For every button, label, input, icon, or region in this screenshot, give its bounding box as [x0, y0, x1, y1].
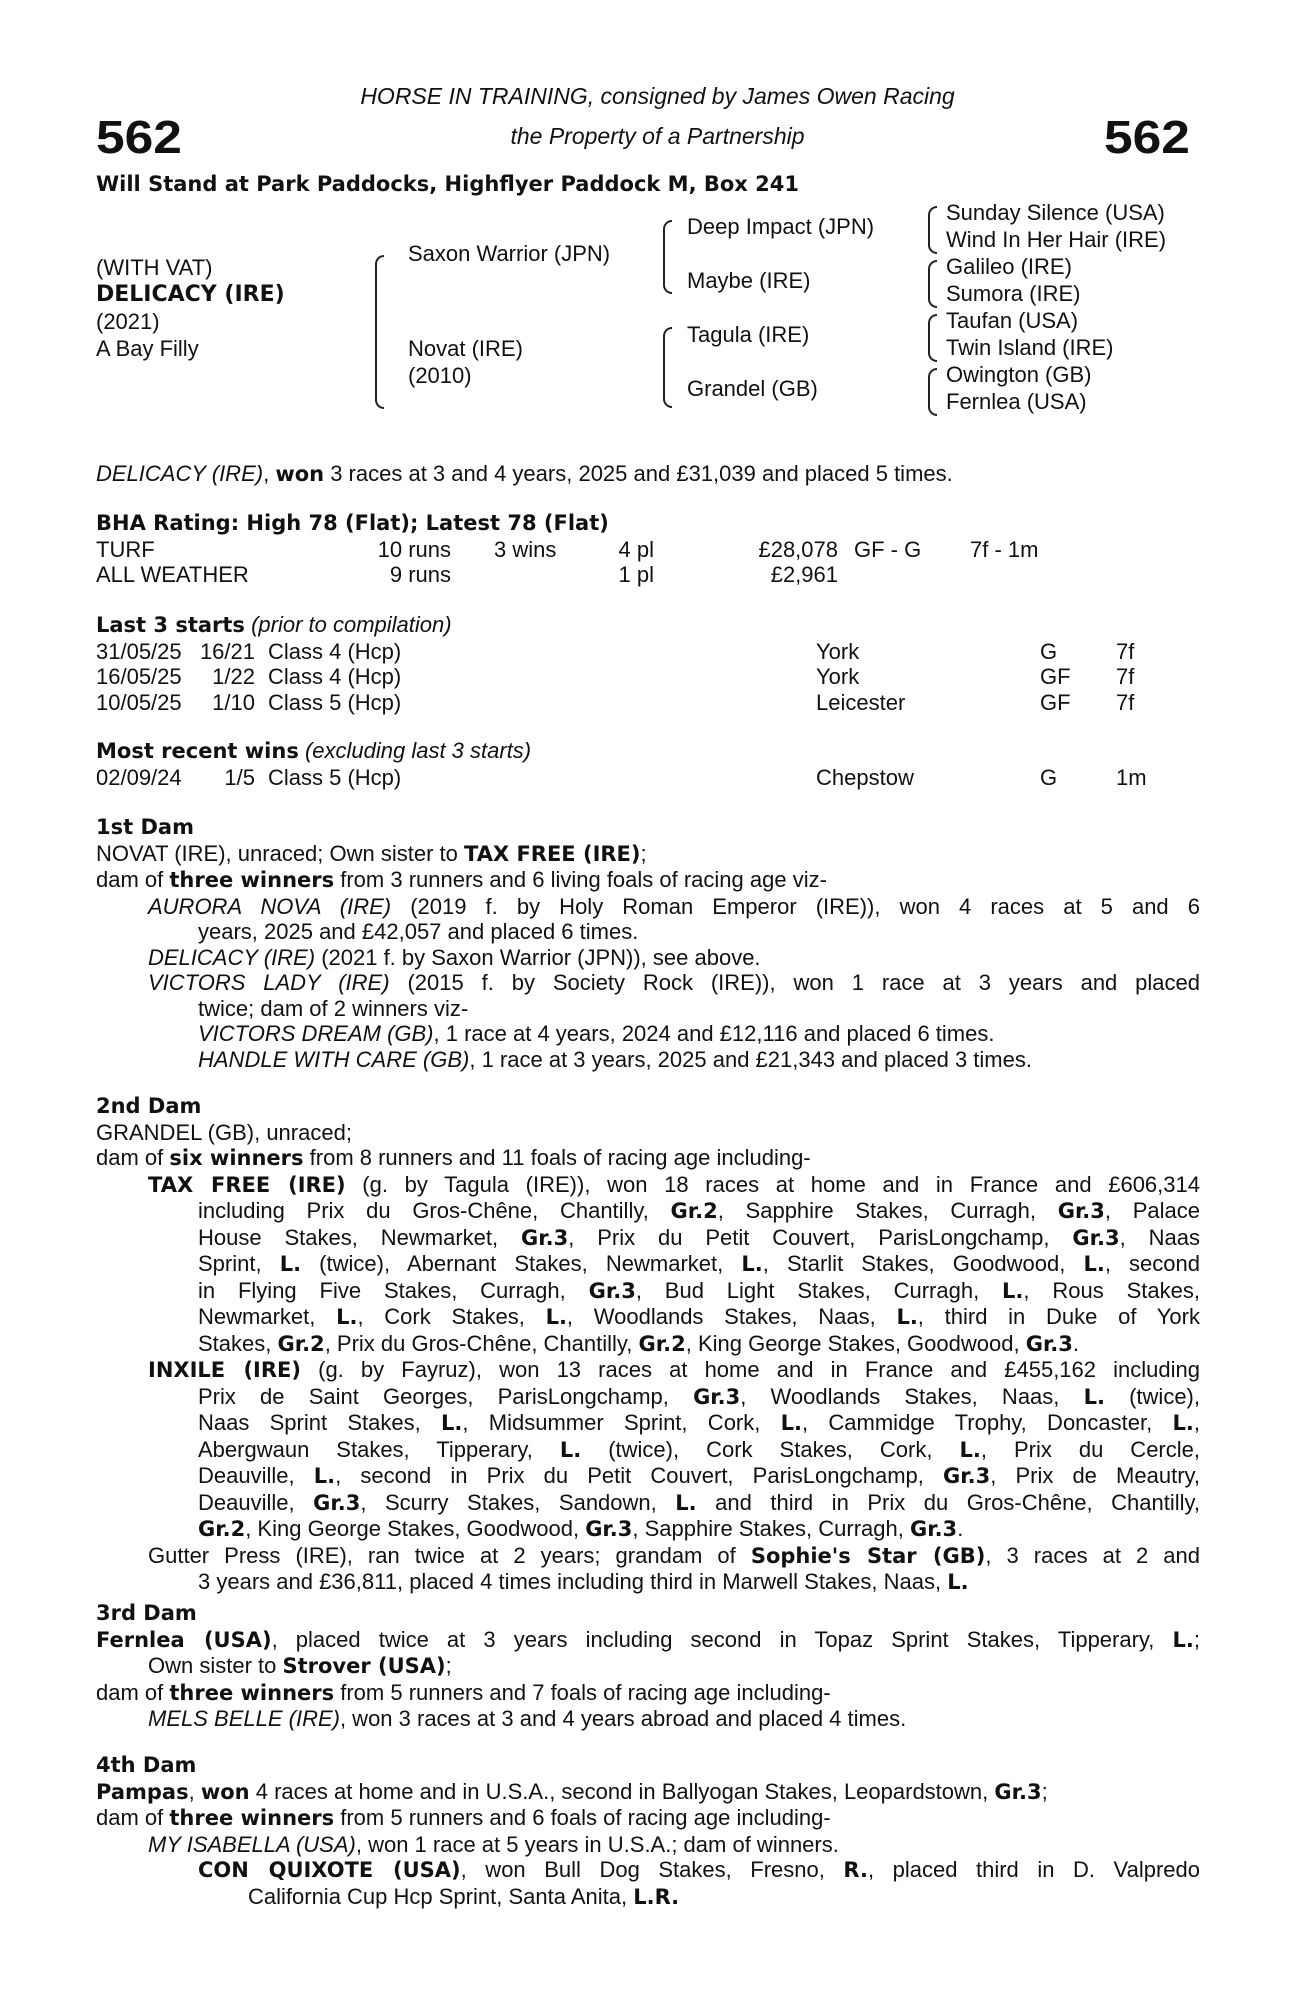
race-grade: L.R. — [633, 1884, 680, 1909]
gen3-ancestor: Taufan (USA) — [946, 308, 1079, 333]
second-dam-section — [96, 1094, 1200, 1596]
progeny-text: Stakes, — [198, 1330, 278, 1356]
placed: 1 pl — [618, 562, 654, 587]
last-starts-note: (prior to compilation) — [251, 612, 452, 637]
prize: £2,961 — [770, 562, 838, 587]
progeny-line — [96, 1357, 1200, 1384]
surface: TURF — [96, 536, 155, 562]
winners-count: three winners — [169, 1806, 335, 1830]
progeny-text: California Cup Hcp Sprint, Santa Anita, — [248, 1883, 634, 1909]
race-grade: L. — [780, 1411, 803, 1435]
text: dam of — [96, 867, 170, 892]
sire-dam: Maybe (IRE) — [687, 268, 811, 293]
progeny-name: VICTORS DREAM (GB) — [198, 1021, 434, 1046]
horse-name-bold: TAX FREE (IRE) — [148, 1172, 346, 1197]
horse-name-bold: Pampas — [96, 1779, 189, 1804]
progeny-text: in Flying Five Stakes, Curragh, — [198, 1277, 589, 1303]
start-distance: 7f — [1116, 689, 1135, 715]
progeny-text: (g. by Fayruz), won 13 races at home and in France and £455,162 including — [300, 1357, 1200, 1382]
distance: 7f - 1m — [970, 536, 1039, 562]
progeny-text: Prix de Saint Georges, ParisLongchamp, — [198, 1383, 694, 1409]
lot-number-right: 562 — [1104, 111, 1190, 163]
progeny-text: , won 1 race at 5 years in U.S.A.; dam of winners. — [355, 1831, 839, 1857]
text: , placed twice at 3 years including second in Topaz Sprint Stakes, Tipperary, — [271, 1626, 1173, 1652]
last-starts-section — [96, 612, 1200, 715]
race-grade: L. — [675, 1490, 697, 1515]
rating-row-turf — [96, 537, 1200, 563]
start-class: Class 5 (Hcp) — [268, 689, 402, 715]
progeny-text: , Naas — [1119, 1224, 1200, 1250]
progeny-text: , Woodlands Stakes, Naas, — [566, 1304, 897, 1329]
progeny-text: , Bud Light Stakes, Curragh, — [635, 1277, 1003, 1303]
horse-name-bold: Sophie's Star (GB) — [750, 1543, 986, 1568]
race-grade: Gr.3 — [1025, 1331, 1073, 1356]
horse-name-bold: Strover (USA) — [282, 1654, 446, 1678]
progeny-text: . — [957, 1516, 964, 1541]
start-class: Class 4 (Hcp) — [268, 638, 402, 664]
pedigree-brace — [928, 314, 937, 362]
dam-dam: Grandel (GB) — [687, 376, 818, 401]
dam: Novat (IRE) — [408, 336, 523, 361]
text: from 8 runners and 11 foals of racing age including- — [303, 1145, 811, 1170]
progeny-text: , Starlit Stakes, Goodwood, — [762, 1251, 1084, 1276]
start-class: Class 4 (Hcp) — [268, 664, 402, 689]
start-row — [96, 664, 1200, 690]
text: from 5 runners and 6 foals of racing age including- — [334, 1805, 831, 1830]
progeny-text: (twice), — [1104, 1383, 1200, 1409]
progeny-tax-free — [96, 1172, 1200, 1358]
race-grade: Gr.3 — [909, 1517, 958, 1541]
recent-wins-note: (excluding last 3 starts) — [304, 738, 532, 763]
race-grade: L. — [559, 1437, 582, 1462]
start-position: 1/10 — [212, 689, 255, 715]
progeny-line — [96, 1490, 1200, 1517]
progeny-text: , second in Prix du Petit Couvert, ParisLongchamp, — [335, 1463, 943, 1488]
progeny-text: including Prix du Gros-Chêne, Chantilly, — [198, 1198, 671, 1223]
progeny-text: , Cork Stakes, — [357, 1304, 546, 1329]
dam-sire: Tagula (IRE) — [687, 322, 810, 347]
gen3-ancestor: Sunday Silence (USA) — [946, 200, 1165, 225]
consignment-line: HORSE IN TRAINING, consigned by James Owen Racing — [360, 83, 955, 109]
rating-title: BHA Rating: High 78 (Flat); Latest 78 (Flat) — [96, 511, 609, 535]
placed: 4 pl — [618, 536, 654, 562]
stabling-location: Will Stand at Park Paddocks, Highflyer Paddock M, Box 241 — [96, 172, 799, 196]
progeny-text: (2021 f. by Saxon Warrior (JPN)), see above. — [315, 944, 761, 970]
progeny-line — [96, 1331, 1200, 1358]
section-heading: 3rd Dam — [96, 1601, 197, 1625]
gen3-ancestor: Owington (GB) — [946, 362, 1092, 387]
race-grade: L. — [741, 1252, 763, 1276]
race-grade: L. — [441, 1411, 463, 1435]
progeny-text: . — [1072, 1330, 1080, 1356]
pedigree-brace — [375, 255, 384, 409]
text: ; — [1193, 1626, 1200, 1652]
text: , — [188, 1778, 201, 1804]
progeny-text: (g. by Tagula (IRE)), won 18 races at home and in France and £606,314 — [345, 1171, 1200, 1197]
lot-number-left: 562 — [96, 111, 182, 163]
progeny-line — [96, 1437, 1200, 1464]
start-position: 16/21 — [199, 638, 255, 664]
prize: £28,078 — [758, 536, 838, 562]
start-course: York — [816, 664, 860, 689]
winners-count: three winners — [169, 868, 335, 892]
winners-count: three winners — [169, 1680, 335, 1705]
pedigree-brace — [928, 260, 937, 308]
progeny-text: , placed third in D. Valpredo — [867, 1857, 1200, 1882]
pedigree-brace — [663, 327, 672, 408]
race-grade: Gr.2 — [638, 1331, 686, 1356]
winners-count: six winners — [169, 1146, 304, 1170]
start-row — [96, 639, 1200, 665]
progeny-text: Deauville, — [198, 1463, 314, 1488]
progeny-line — [96, 1251, 1200, 1278]
progeny-text: , 3 races at 2 and — [985, 1542, 1200, 1568]
summary-won: won — [275, 462, 325, 486]
race-grade: Gr.2 — [670, 1199, 718, 1223]
progeny-text: , third in Duke of York — [917, 1304, 1200, 1329]
win-class: Class 5 (Hcp) — [268, 764, 402, 790]
win-position: 1/5 — [224, 764, 255, 790]
race-grade: L. — [896, 1305, 918, 1329]
rating-row-all-weather — [96, 562, 1200, 588]
progeny-text: (twice), Cork Stakes, Cork, — [581, 1436, 960, 1462]
progeny-text: , Midsummer Sprint, Cork, — [462, 1410, 781, 1435]
text: ; — [445, 1653, 452, 1678]
text: dam of — [96, 1679, 170, 1705]
progeny-text: , King George Stakes, Goodwood, — [685, 1330, 1026, 1356]
race-grade: L. — [1083, 1252, 1105, 1276]
progeny-text: Newmarket, — [198, 1304, 337, 1329]
progeny-text: Deauville, — [198, 1489, 314, 1515]
sire: Saxon Warrior (JPN) — [408, 241, 611, 266]
progeny-line — [96, 1198, 1200, 1225]
race-grade: L. — [279, 1252, 302, 1276]
section-heading: 2nd Dam — [96, 1094, 202, 1118]
race-grade: Gr.3 — [313, 1490, 361, 1515]
progeny-text: Sprint, — [198, 1251, 280, 1276]
race-grade: Gr.3 — [588, 1278, 636, 1303]
progeny-line — [96, 1172, 1200, 1199]
race-grade: L. — [336, 1305, 358, 1329]
going: GF - G — [854, 536, 922, 562]
gen3-ancestor: Twin Island (IRE) — [946, 335, 1114, 360]
race-grade: Gr.2 — [277, 1331, 325, 1356]
start-position: 1/22 — [212, 664, 255, 689]
horse-name-bold: CON QUIXOTE (USA) — [198, 1858, 461, 1882]
summary-text: 3 races at 3 and 4 years, 2025 and £31,039 and placed 5 times. — [324, 461, 953, 486]
section-heading: 1st Dam — [96, 815, 194, 839]
text: 4 races at home and in U.S.A., second in Ballyogan Stakes, Leopardstown, — [249, 1778, 995, 1804]
horse-name-bold: TAX FREE (IRE) — [464, 841, 641, 866]
progeny-text: Abergwaun Stakes, Tipperary, — [198, 1436, 560, 1462]
wins: 3 wins — [494, 536, 557, 562]
start-course: York — [816, 638, 860, 664]
text: GRANDEL (GB), unraced; — [96, 1119, 352, 1145]
property-line: the Property of a Partnership — [510, 123, 805, 149]
start-date: 31/05/25 — [96, 638, 182, 664]
race-grade: L. — [1172, 1627, 1194, 1652]
progeny-text: , second — [1104, 1251, 1200, 1276]
progeny-line — [96, 1516, 1200, 1543]
progeny-line — [96, 1225, 1200, 1252]
won-label: won — [200, 1779, 250, 1804]
third-dam-section — [96, 1601, 1200, 1732]
progeny-line — [96, 1410, 1200, 1437]
progeny-text: , 1 race at 4 years, 2024 and £12,116 and placed 6 times. — [433, 1021, 995, 1046]
win-course: Chepstow — [816, 764, 914, 790]
progeny-name: HANDLE WITH CARE (GB) — [198, 1046, 470, 1072]
start-going: GF — [1040, 689, 1071, 715]
gen3-ancestor: Sumora (IRE) — [946, 281, 1081, 306]
race-grade: Gr.3 — [585, 1517, 633, 1541]
start-date: 16/05/25 — [96, 664, 182, 689]
progeny-inxile — [96, 1357, 1200, 1543]
race-grade: Gr.3 — [994, 1779, 1042, 1804]
race-grade: Gr.3 — [521, 1225, 569, 1250]
progeny-text: , Palace — [1104, 1198, 1200, 1223]
progeny-text: , Sapphire Stakes, Curragh, — [717, 1198, 1058, 1223]
race-grade: L. — [947, 1570, 969, 1594]
progeny-text: and third in Prix du Gros-Chêne, Chantilly, — [696, 1489, 1201, 1515]
race-grade: L. — [1002, 1278, 1024, 1303]
progeny-text: twice; dam of 2 winners viz- — [198, 995, 469, 1021]
win-date: 02/09/24 — [96, 764, 182, 790]
progeny-text: 3 years and £36,811, placed 4 times including third in Marwell Stakes, Naas, — [198, 1569, 948, 1594]
progeny-name: VICTORS LADY (IRE) — [148, 970, 390, 995]
progeny-text: , Scurry Stakes, Sandown, — [360, 1489, 676, 1515]
recent-wins-title: Most recent wins — [96, 739, 299, 763]
text: NOVAT (IRE), unraced; Own sister to — [96, 840, 464, 866]
race-grade: L. — [313, 1464, 336, 1488]
surface: ALL WEATHER — [96, 562, 249, 587]
horse-description: A Bay Filly — [96, 336, 199, 361]
gen3-ancestor: Fernlea (USA) — [946, 389, 1087, 414]
win-going: G — [1040, 764, 1058, 790]
text: dam of — [96, 1805, 170, 1830]
progeny-text: Naas Sprint Stakes, — [198, 1410, 442, 1435]
start-distance: 7f — [1116, 664, 1135, 689]
text: ; — [1041, 1778, 1048, 1804]
progeny-line — [96, 1384, 1200, 1411]
race-grade: Gr.3 — [1072, 1225, 1120, 1250]
text: dam of — [96, 1145, 170, 1170]
progeny-line — [96, 1463, 1200, 1490]
gen3-ancestor: Galileo (IRE) — [946, 254, 1072, 279]
vat-status: (WITH VAT) — [96, 255, 213, 280]
horse-year: (2021) — [96, 309, 160, 334]
progeny-text: , Rous Stakes, — [1023, 1277, 1200, 1303]
progeny-text: , Sapphire Stakes, Curragh, — [632, 1516, 910, 1541]
horse-name-bold: Fernlea (USA) — [96, 1627, 272, 1652]
race-grade: L. — [959, 1437, 981, 1462]
progeny-text: Gutter Press (IRE), ran twice at 2 years; grandam of — [148, 1542, 751, 1568]
pedigree-brace — [663, 220, 672, 294]
text: from 5 runners and 7 foals of racing age including- — [334, 1679, 831, 1705]
progeny-text: , Prix du Cercle, — [980, 1436, 1200, 1462]
horse-name: DELICACY (IRE) — [96, 282, 285, 307]
progeny-text: (2019 f. by Holy Roman Emperor (IRE)), won 4 races at 5 and 6 — [391, 893, 1200, 919]
progeny-text: years, 2025 and £42,057 and placed 6 times. — [198, 919, 639, 944]
race-summary: DELICACY (IRE), won 3 races at 3 and 4 years, 2025 and £31,039 and placed 5 times. — [96, 461, 953, 486]
progeny-text: (twice), Abernant Stakes, Newmarket, — [301, 1251, 742, 1276]
start-course: Leicester — [816, 689, 906, 715]
progeny-text: , King George Stakes, Goodwood, — [245, 1516, 586, 1541]
runs: 10 runs — [377, 536, 451, 562]
race-grade: Gr.3 — [693, 1384, 741, 1409]
progeny-text: , — [1193, 1410, 1200, 1435]
progeny-name: MELS BELLE (IRE) — [148, 1706, 340, 1731]
progeny-text: , Prix de Meautry, — [990, 1463, 1200, 1488]
progeny-text: , Prix du Petit Couvert, ParisLongchamp, — [568, 1224, 1073, 1250]
sire-sire: Deep Impact (JPN) — [687, 214, 875, 239]
race-grade: Gr.3 — [943, 1464, 991, 1488]
progeny-line — [96, 1278, 1200, 1305]
progeny-text: , 1 race at 3 years, 2025 and £21,343 and placed 3 times. — [469, 1046, 1032, 1072]
start-date: 10/05/25 — [96, 689, 182, 715]
progeny-text: , Woodlands Stakes, Naas, — [740, 1383, 1084, 1409]
race-grade: Gr.3 — [1057, 1199, 1105, 1223]
race-grade: L. — [1083, 1384, 1105, 1409]
pedigree-brace — [928, 206, 937, 254]
start-going: GF — [1040, 664, 1071, 689]
rating-section — [96, 511, 1200, 588]
last-starts-title: Last 3 starts — [96, 613, 245, 637]
first-dam-section — [96, 815, 1200, 1072]
text: Own sister to — [148, 1653, 283, 1678]
text: from 3 runners and 6 living foals of racing age viz- — [334, 867, 827, 892]
gen3-ancestor: Wind In Her Hair (IRE) — [946, 227, 1167, 252]
progeny-text: House Stakes, Newmarket, — [198, 1224, 521, 1250]
win-distance: 1m — [1116, 764, 1147, 790]
summary-horse-name: DELICACY (IRE) — [96, 461, 264, 486]
progeny-name: AURORA NOVA (IRE) — [148, 893, 392, 919]
dam-year: (2010) — [408, 363, 472, 388]
win-row — [96, 765, 1200, 791]
progeny-name: MY ISABELLA (USA) — [148, 1831, 356, 1857]
section-heading: 4th Dam — [96, 1753, 197, 1777]
race-grade: L. — [1172, 1411, 1194, 1435]
race-grade: Gr.2 — [198, 1517, 246, 1541]
progeny-text: (2015 f. by Society Rock (IRE)), won 1 race at 3 years and placed — [389, 970, 1201, 995]
pedigree-brace — [928, 368, 937, 416]
progeny-text: , Cammidge Trophy, Doncaster, — [802, 1410, 1173, 1435]
progeny-line — [96, 1304, 1200, 1331]
start-distance: 7f — [1116, 638, 1135, 664]
race-grade: R. — [843, 1858, 868, 1882]
runs: 9 runs — [389, 562, 451, 587]
progeny-text: , won Bull Dog Stakes, Fresno, — [460, 1857, 844, 1882]
fourth-dam-section — [96, 1753, 1200, 1910]
recent-wins-section — [96, 738, 1200, 790]
progeny-text: , Prix du Gros-Chêne, Chantilly, — [324, 1330, 639, 1356]
start-row — [96, 690, 1200, 716]
horse-name-bold: INXILE (IRE) — [148, 1358, 301, 1382]
text: ; — [640, 840, 647, 866]
race-grade: L. — [545, 1305, 567, 1329]
start-going: G — [1040, 638, 1058, 664]
progeny-name: DELICACY (IRE) — [148, 944, 316, 970]
progeny-text: , won 3 races at 3 and 4 years abroad and placed 4 times. — [339, 1706, 907, 1731]
